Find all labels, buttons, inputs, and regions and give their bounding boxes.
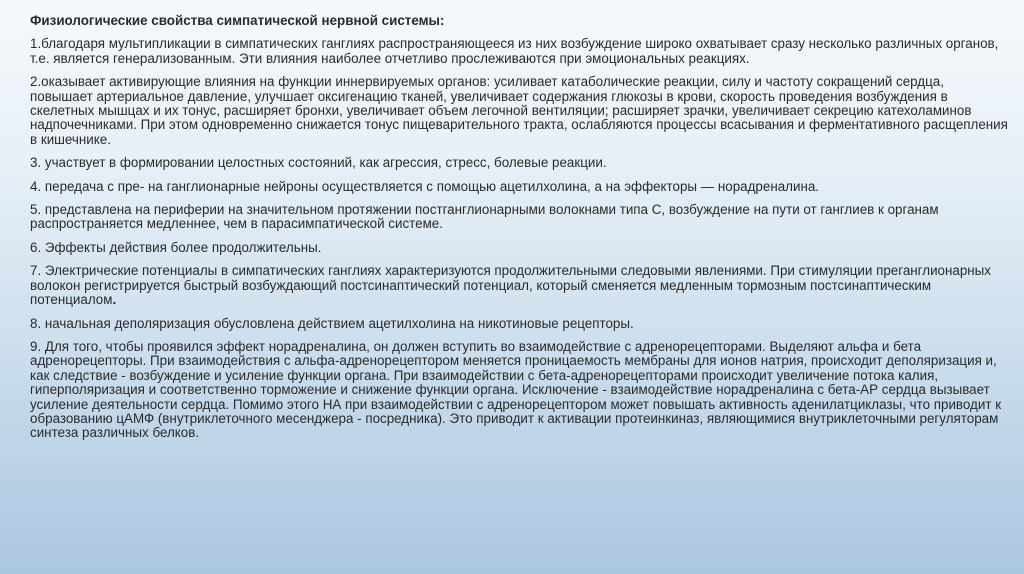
paragraph-4: 4. передача с пре- на ганглионарные нейроны осуществляется с помощью ацетилхолина, а на эффекторы — норадреналина.: [30, 178, 820, 194]
paragraph-7-period: .: [112, 292, 117, 308]
slide-body: [30, 14, 1010, 450]
paragraph-1: 1.благодаря мультипликации в симпатических ганглиях распространяющееся из них возбуждение широко охватывает сразу несколько различных органов, т.е. является генерализованным. Эти влияния наиболее отчетливо прослеживаются при эмоциональных реакциях.: [30, 36, 999, 66]
paragraph-3: 3. участвует в формировании целостных состояний, как агрессия, стресс, болевые реакции.: [30, 155, 607, 171]
paragraph-2: 2.оказывает активирующие влияния на функции иннервируемых органов: усиливает катаболические реакции, силу и частоту сокращений сердца, повышает артериальное давление, улучшает оксигенацию тканей, увеличивает содержания глюкозы в крови, скорость проведения возбуждения в скелетных мышцах и их тонус, расширяет бронхи, увеличивает объем легочной вентиляции; расширяет зрачки, увеличивает секрецию катехоламинов надпочечниками. При этом одновременно снижается тонус пищеварительного тракта, ослабляются процессы всасывания и ферментативного расщепления в кишечнике.: [30, 74, 1008, 147]
paragraph-8: 8. начальная деполяризация обусловлена действием ацетилхолина на никотиновые рецепторы.: [30, 315, 634, 331]
slide-heading: Физиологические свойства симпатической нервной системы:: [30, 13, 445, 28]
paragraph-6: 6. Эффекты действия более продолжительны.: [30, 239, 322, 255]
paragraph-7-text: 7. Электрические потенциалы в симпатических ганглиях характеризуются продолжительными следовыми явлениями. При стимуляции преганглионарных волокон регистрируется быстрый возбуждающий постсинаптический потенциал, который сменяется медленным тормозным постсинаптическим потенциалом: [30, 263, 991, 308]
paragraph-5: 5. представлена на периферии на значительном протяжении постганглионарными волокнами типа С, возбуждение на пути от ганглиев к органам распространяется медленнее, чем в парасимпатической системе.: [30, 202, 939, 232]
paragraph-7: [30, 264, 1010, 307]
paragraph-9: 9. Для того, чтобы проявился эффект норадреналина, он должен вступить во взаимодействие с адренорецепторами. Выделяют альфа и бета адренорецепторы. При взаимодействия с альфа-адренорецептором меняется проницаемость мембраны для ионов натрия, происходит деполяризация и, как следствие - возбуждение и усиление функции органа. При взаимодействии с бета-адренорецепторами происходит увеличение потока калия, гиперполяризация и соответственно торможение и снижение функции органа. Исключение - взаимодействие норадреналина с бета-АР сердца вызывает усиление деятельности сердца. Помимо этого НА при взаимодействии с адренорецептором может повышать активность аденилатциклазы, что приводит к образованию цАМФ (внутриклеточного месенджера - посредника). Это приводит к активации протеинкиназ, являющимися внутриклеточными регуляторам синтеза различных белков.: [30, 338, 1002, 441]
